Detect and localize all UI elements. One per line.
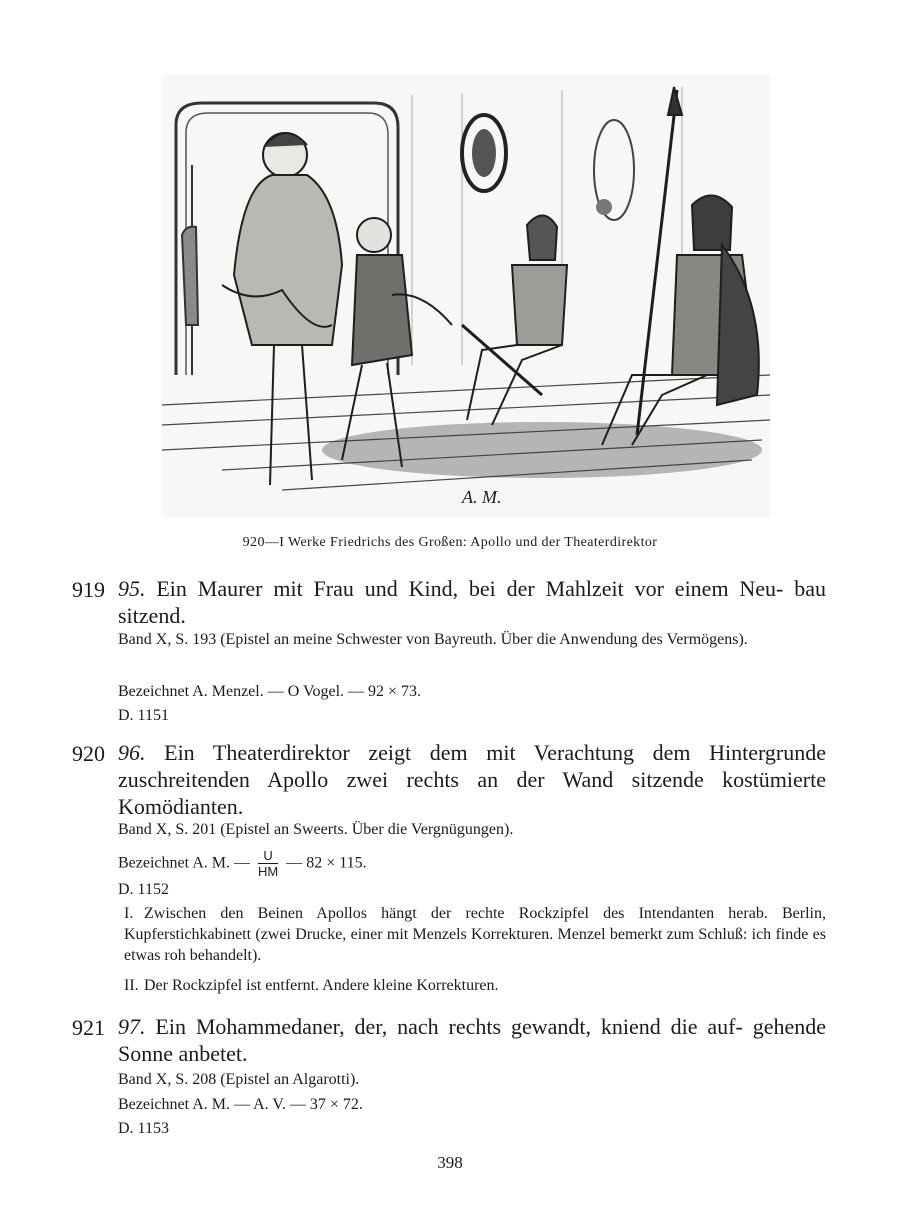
catalogue-nr: 97. [118,1014,146,1039]
state-label: II. [124,977,139,994]
etching-illustration [162,75,770,517]
state-ii [124,975,826,996]
entry-band-921: Band X, S. 208 (Epistel an Algarotti). [118,1071,360,1088]
entry-title-text: Ein Maurer mit Frau und Kind, bei der Mahlzeit vor einem Neu- bau sitzend. [118,576,826,628]
entry-title-text: Ein Mohammedaner, der, nach rechts gewandt, kniend die auf- gehende Sonne anbetet. [118,1014,826,1066]
entry-title-text: Ein Theaterdirektor zeigt dem mit Verachtung dem Hintergrunde zuschreitenden Apollo zwei rechts an der Wand sitzende kostümierte Komödianten. [118,740,826,819]
state-text: Zwischen den Beinen Apollos hängt der rechte Rockzipfel des Intendanten herab. Berlin, Kupferstichkabinett (zwei Drucke, einer mit Menzels Korrekturen. Menzel bemerkt zum Schluß: ich finde es etwas roh behandelt). [124,905,826,964]
entry-d-921: D. 1153 [118,1120,169,1137]
monogram-bottom: HM [257,864,279,879]
entry-title-919 [118,575,826,629]
state-i [124,903,826,966]
entry-number-919: 919 [72,577,105,602]
figure-caption: 920—I Werke Friedrichs des Großen: Apollo und der Theaterdirektor [242,535,658,550]
page-number: 398 [437,1153,463,1172]
entry-signature-919: Bezeichnet A. Menzel. — O Vogel. — 92 × 73. [118,683,422,700]
signature-prefix: Bezeichnet A. M. — [118,854,250,872]
entry-d-920: D. 1152 [118,881,169,898]
entry-number-920: 920 [72,741,105,766]
entry-band-919: Band X, S. 193 (Epistel an meine Schwester von Bayreuth. Über die Anwendung des Vermögens). [118,631,748,648]
entry-number-921: 921 [72,1015,105,1040]
state-label: I. [124,905,134,922]
entry-band-920: Band X, S. 201 (Epistel an Sweerts. Über die Vergnügungen). [118,821,514,838]
entry-signature-921: Bezeichnet A. M. — A. V. — 37 × 72. [118,1096,363,1113]
entry-title-920 [118,739,826,820]
catalogue-nr: 95. [118,576,146,601]
signature-suffix: — 82 × 115. [286,854,367,872]
monogram [258,850,278,878]
entry-title-921 [118,1013,826,1067]
state-text: Der Rockzipfel ist entfernt. Andere kleine Korrekturen. [144,977,499,994]
artist-monogram: A. M. [462,487,502,507]
entry-d-919: D. 1151 [118,707,169,724]
entry-signature-920 [118,850,367,878]
catalogue-nr: 96. [118,740,146,765]
monogram-top: U [258,850,278,864]
